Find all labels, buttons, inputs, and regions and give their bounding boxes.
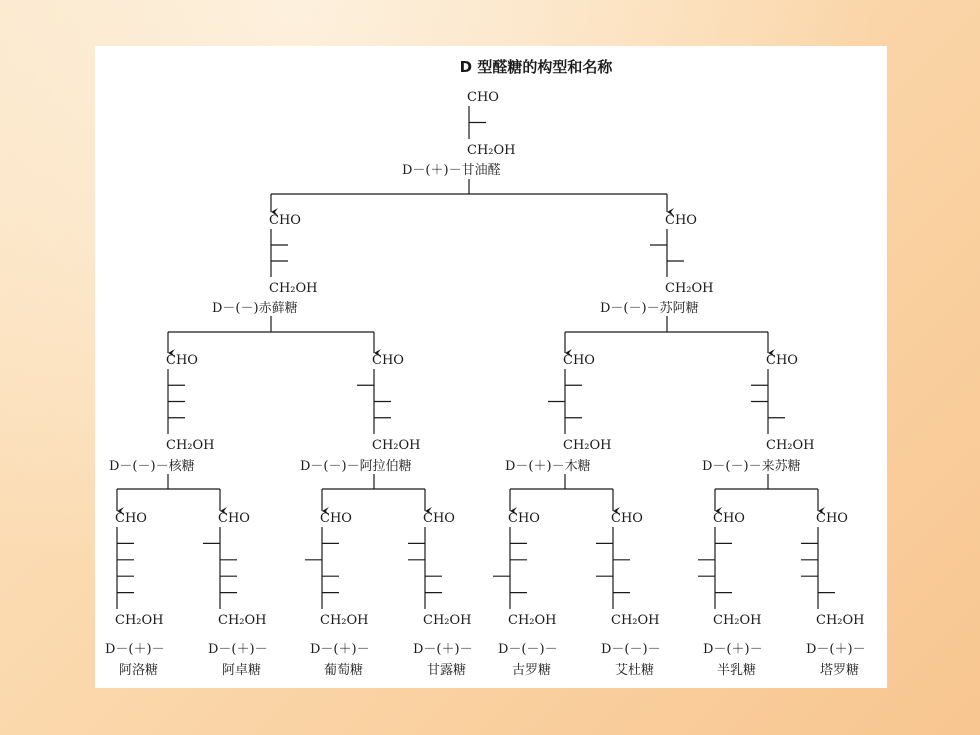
label-arabinose: D－(－)－阿拉伯糖 xyxy=(300,459,412,474)
label-prefix-galactose: D－(＋)－ xyxy=(703,642,763,657)
aldose-family-tree-diagram xyxy=(95,46,887,688)
label-prefix-altrose: D－(＋)－ xyxy=(208,642,268,657)
galactose-ch2oh: CH₂OH xyxy=(713,613,762,628)
gulose-cho: CHO xyxy=(508,511,540,526)
xylose-ch2oh: CH₂OH xyxy=(563,438,612,453)
lyxose-cho: CHO xyxy=(766,353,798,368)
allose-ch2oh: CH₂OH xyxy=(115,613,164,628)
talose-cho: CHO xyxy=(816,511,848,526)
mannose-ch2oh: CH₂OH xyxy=(423,613,472,628)
diagram-panel xyxy=(95,46,887,688)
label-name-gulose: 古罗糖 xyxy=(512,663,552,678)
gulose-ch2oh: CH₂OH xyxy=(508,613,557,628)
threose-cho: CHO xyxy=(665,213,697,228)
altrose-ch2oh: CH₂OH xyxy=(218,613,267,628)
label-threose: D－(－)－苏阿糖 xyxy=(600,301,699,316)
label-erythrose: D－(－)赤藓糖 xyxy=(212,301,298,316)
label-prefix-allose: D－(＋)－ xyxy=(105,642,165,657)
label-name-glucose: 葡萄糖 xyxy=(324,663,364,678)
talose-ch2oh: CH₂OH xyxy=(816,613,865,628)
ribose-ch2oh: CH₂OH xyxy=(166,438,215,453)
altrose-cho: CHO xyxy=(218,511,250,526)
label-lyxose: D－(－)－来苏糖 xyxy=(702,459,801,474)
idose-ch2oh: CH₂OH xyxy=(611,613,660,628)
allose-cho: CHO xyxy=(115,511,147,526)
sugar-tree xyxy=(105,90,866,678)
idose-cho: CHO xyxy=(611,511,643,526)
label-prefix-talose: D－(＋)－ xyxy=(806,642,866,657)
arabinose-ch2oh: CH₂OH xyxy=(372,438,421,453)
glucose-ch2oh: CH₂OH xyxy=(320,613,369,628)
label-prefix-idose: D－(－)－ xyxy=(601,642,661,657)
threose-ch2oh: CH₂OH xyxy=(665,281,714,296)
label-name-galactose: 半乳糖 xyxy=(717,663,757,678)
label-prefix-mannose: D－(＋)－ xyxy=(413,642,473,657)
label-name-idose: 艾杜糖 xyxy=(615,663,655,678)
glyceraldehyde-ch2oh: CH₂OH xyxy=(467,143,516,158)
label-glyceraldehyde: D－(＋)－甘油醛 xyxy=(402,163,501,178)
lyxose-ch2oh: CH₂OH xyxy=(766,438,815,453)
glucose-cho: CHO xyxy=(320,511,352,526)
xylose-cho: CHO xyxy=(563,353,595,368)
erythrose-cho: CHO xyxy=(269,213,301,228)
label-ribose: D－(－)－核糖 xyxy=(109,459,195,474)
label-name-talose: 塔罗糖 xyxy=(820,663,860,678)
galactose-cho: CHO xyxy=(713,511,745,526)
mannose-cho: CHO xyxy=(423,511,455,526)
erythrose-ch2oh: CH₂OH xyxy=(269,281,318,296)
label-xylose: D－(＋)－木糖 xyxy=(505,459,591,474)
glyceraldehyde-cho: CHO xyxy=(467,90,499,105)
label-name-allose: 阿洛糖 xyxy=(119,663,159,678)
arabinose-cho: CHO xyxy=(372,353,404,368)
ribose-cho: CHO xyxy=(166,353,198,368)
label-prefix-gulose: D－(－)－ xyxy=(498,642,558,657)
label-name-altrose: 阿卓糖 xyxy=(222,663,262,678)
label-prefix-glucose: D－(＋)－ xyxy=(310,642,370,657)
diagram-title: D 型醛糖的构型和名称 xyxy=(459,58,613,76)
label-name-mannose: 甘露糖 xyxy=(427,663,467,678)
